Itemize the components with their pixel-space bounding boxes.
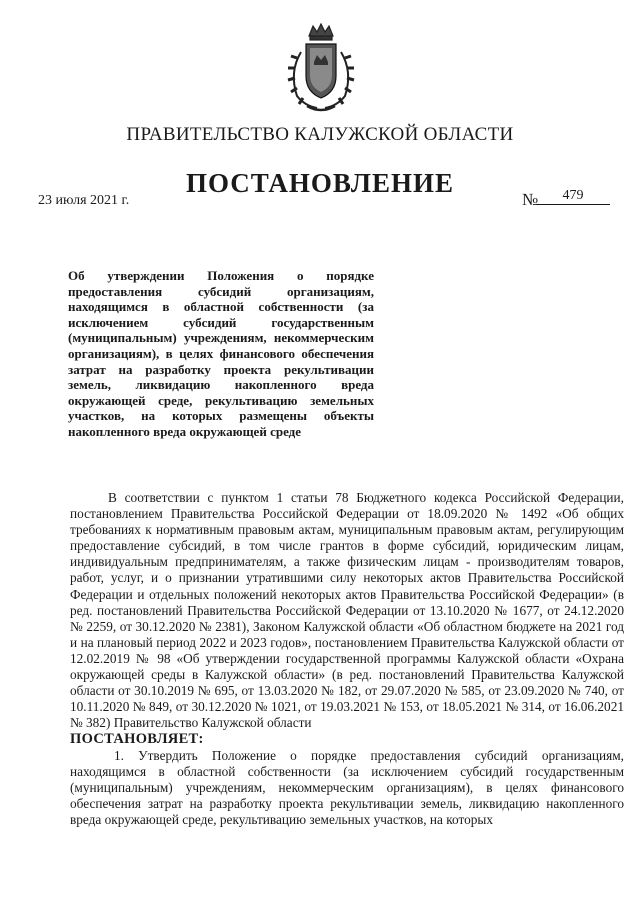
coat-of-arms-emblem [283,22,359,114]
organization-title: ПРАВИТЕЛЬСТВО КАЛУЖСКОЙ ОБЛАСТИ [126,124,514,145]
document-date: 23 июля 2021 г. [38,193,130,208]
decree-word: ПОСТАНОВЛЯЕТ: [70,731,204,748]
document-number-label: № [522,190,539,209]
document-body [70,490,624,828]
item-1-paragraph: 1. Утвердить Положение о порядке предоставления субсидий организациям, находящимся в областной собственности (за исключением субсидий государственным (муниципальным) учреждениям, некоммерческим организациям), в целях финансового обеспечения затрат на разработку проекта рекультивации земель, ликвидацию накопленного вреда окружающей среде, рекультивацию земельных участков, на которых [70,747,624,827]
document-subject: Об утверждении Положения о порядке предоставления субсидий организациям, находящимся в областной собственности (за исключением субсидий государственным (муниципальным) учреждениям, некоммерческим организациям), в целях финансового обеспечения затрат на разработку проекта рекультивации земель, ликвидацию накопленного вреда окружающей среде, рекультивацию земельных участков, на которых размещены объекты накопленного вреда окружающей среде [68,268,374,439]
document-type-title: ПОСТАНОВЛЕНИЕ [185,168,455,198]
document-number: 479 [536,188,610,205]
preamble-paragraph: В соответствии с пунктом 1 статьи 78 Бюджетного кодекса Российской Федерации, постановлением Правительства Российской Федерации от 18.09.2020 № 1492 «Об общих требованиях к нормативным правовым актам, муниципальным правовым актам, регулирующим предоставление субсидий, в том числе грантов в форме субсидий, юридическим лицам, индивидуальным предпринимателям, а также физическим лицам - производителям товаров, работ, услуг, и о признании утратившими силу некоторых актов Правительства Российской Федерации и отдельных положений некоторых актов Правительства Российской Федерации» (в ред. постановлений Правительства Российской Федерации от 13.10.2020 № 1677, от 24.12.2020 № 2259, от 30.12.2020 № 2381), Законом Калужской области «Об областном бюджете на 2021 год и на плановый период 2022 и 2023 годов», постановлением Правительства Калужской области от 12.02.2019 № 98 «Об утверждении государственной программы Калужской области «Охрана окружающей среды в Калужской области» (в ред. постановлений Правительства Калужской области от 30.10.2019 № 695, от 13.03.2020 № 182, от 29.07.2020 № 585, от 23.09.2020 № 740, от 10.11.2020 № 849, от 30.12.2020 № 1021, от 19.03.2021 № 153, от 18.05.2021 № 314, от 16.06.2021 № 382) Правительство Калужской области [70,490,624,731]
